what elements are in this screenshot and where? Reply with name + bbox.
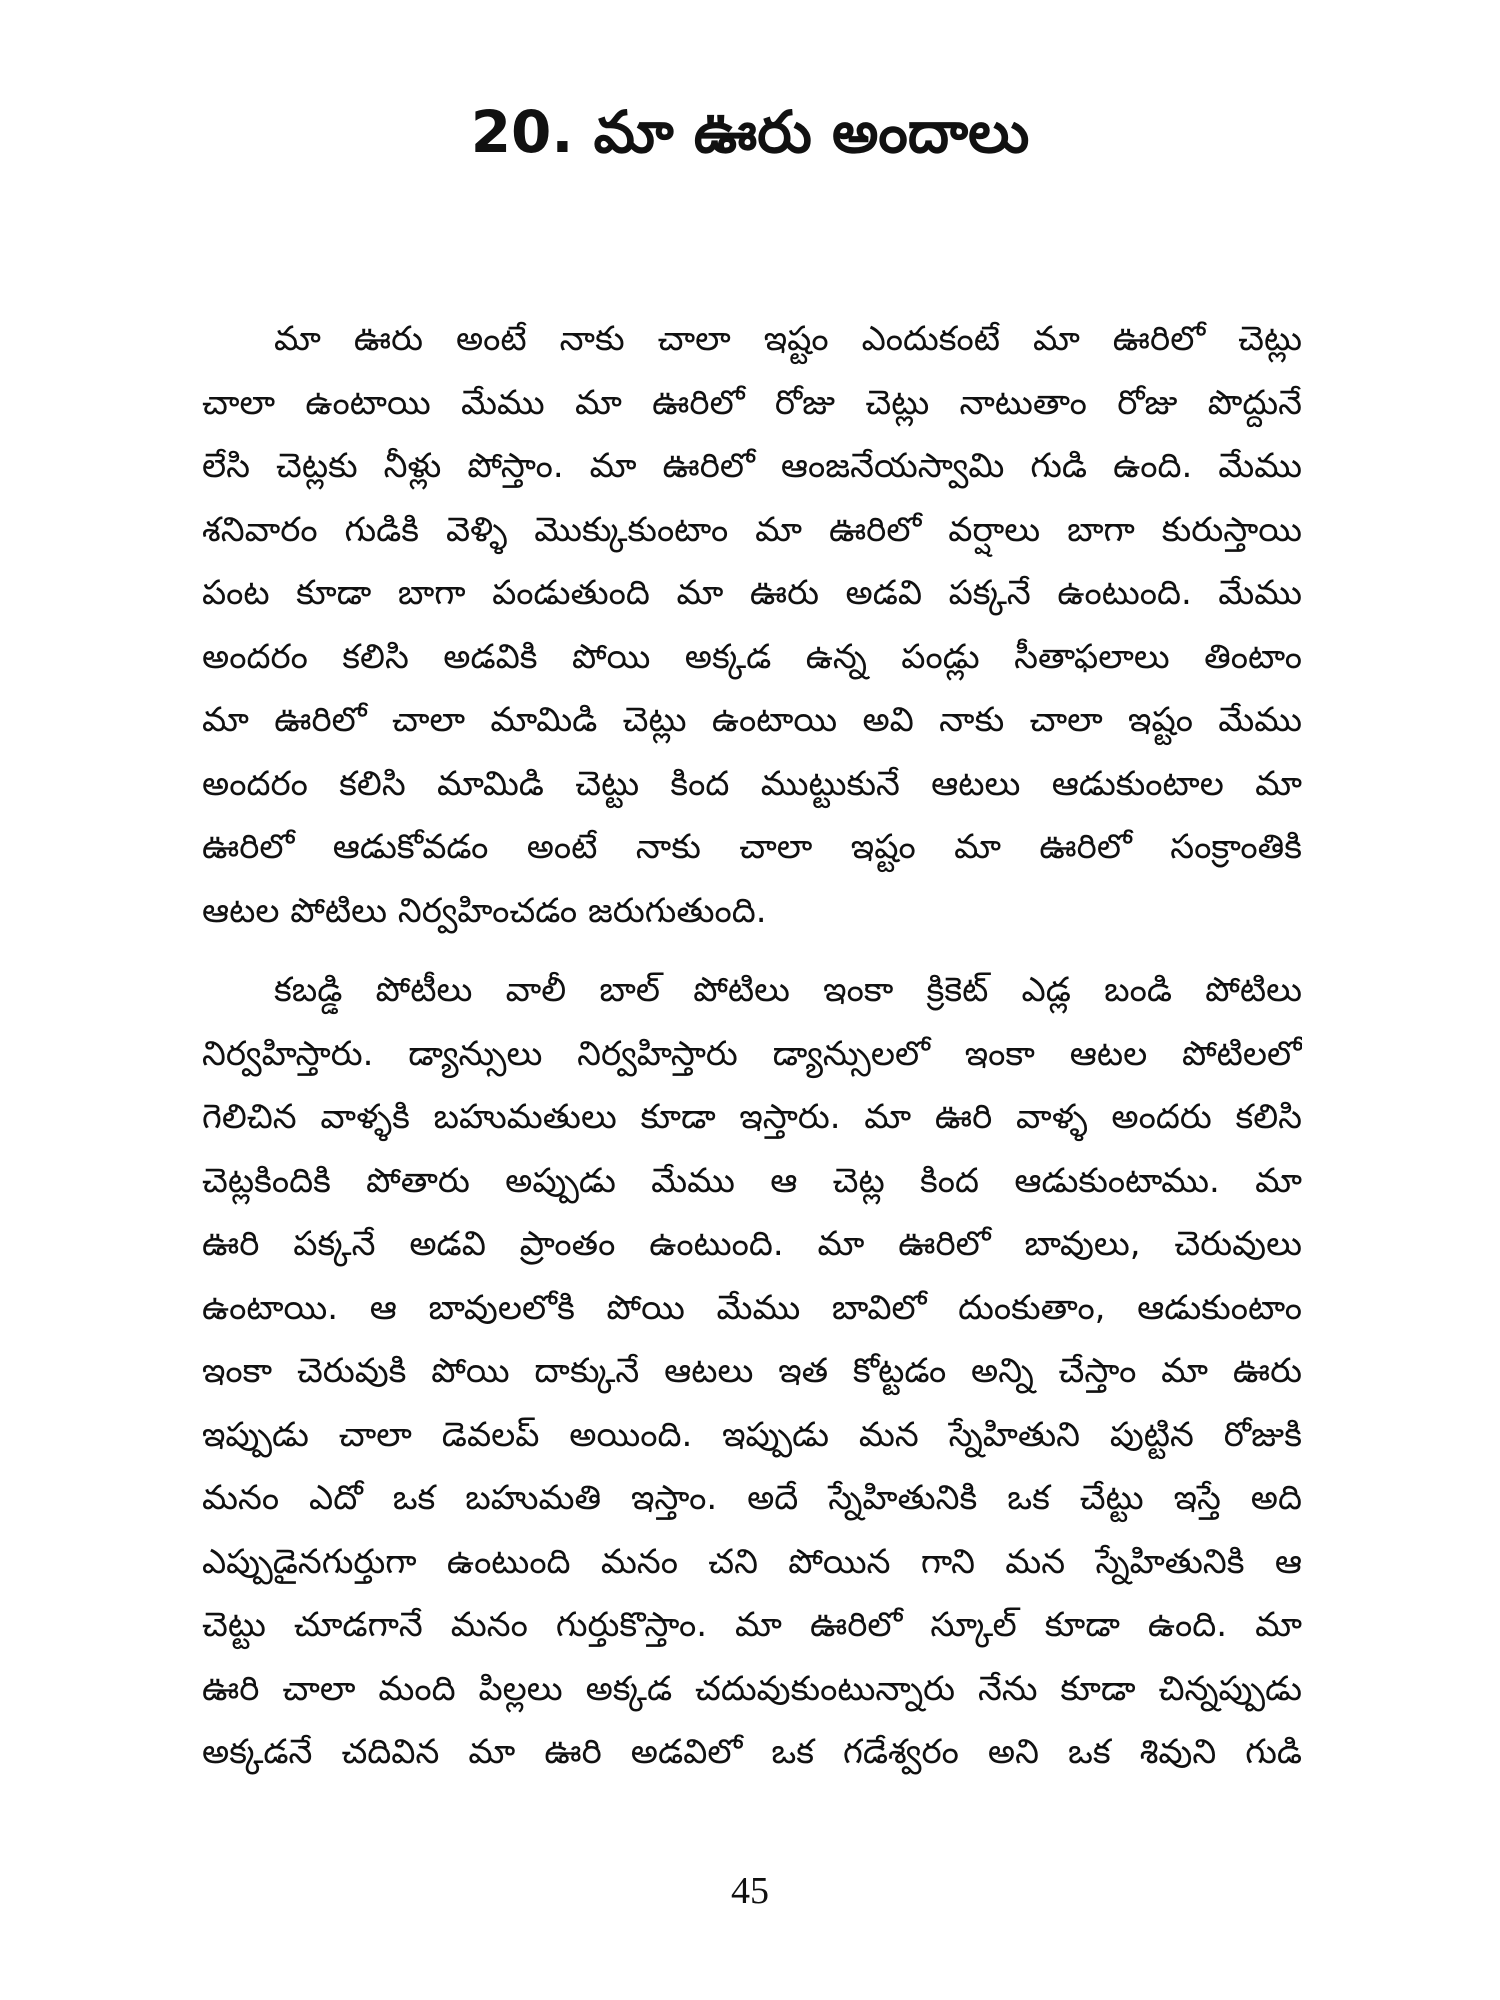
- text-line: పంట కూడా బాగా పండుతుంది మా ఊరు అడవి పక్కనే ఉంటుంది. మేము: [202, 573, 1302, 613]
- text-line: మా ఊరిలో చాలా మామిడి చెట్లు ఉంటాయి అవి నాకు చాలా ఇష్టం మేము: [202, 700, 1302, 740]
- text-line: నిర్వహిస్తారు. డ్యాన్సులు నిర్వహిస్తారు డ్యాన్సులలో ఇంకా ఆటల పోటిలలో: [202, 1033, 1302, 1074]
- text-line: ఊరి చాలా మంది పిల్లలు అక్కడ చదువుకుంటున్నారు నేను కూడా చిన్నప్పుడు: [202, 1668, 1302, 1709]
- text-line: మనం ఎదో ఒక బహుమతి ఇస్తాం. అదే స్నేహితునికి ఒక చేట్టు ఇస్తే అది: [202, 1478, 1302, 1518]
- text-line: చాలా ఉంటాయి మేము మా ఊరిలో రోజు చెట్లు నాటుతాం రోజు పొద్దునే: [202, 382, 1302, 423]
- text-line: చెట్లకిందికి పోతారు అప్పుడు మేము ఆ చెట్ల కింద ఆడుకుంటాము. మా: [202, 1160, 1302, 1201]
- paragraph-2: [202, 959, 1302, 1785]
- paragraph-1: [202, 308, 1302, 943]
- text-line: గెలిచిన వాళ్ళకి బహుమతులు కూడా ఇస్తారు. మా ఊరి వాళ్ళ అందరు కలిసి: [202, 1097, 1302, 1137]
- text-line: మా ఊరు అంటే నాకు చాలా ఇష్టం ఎందుకంటే మా ఊరిలో చెట్లు: [274, 319, 1302, 359]
- page-number: 45: [731, 1870, 769, 1912]
- body-text: [202, 308, 1302, 1785]
- paragraph-spacer: [202, 943, 1302, 959]
- text-line: అందరం కలిసి మామిడి చెట్టు కింద ముట్టుకునే ఆటలు ఆడుకుంటాల మా: [202, 763, 1302, 804]
- text-line: ఆటల పోటిలు నిర్వహించడం జరుగుతుంది.: [202, 890, 767, 931]
- text-line: లేసి చెట్లకు నీళ్లు పోస్తాం. మా ఊరిలో ఆంజనేయస్వామి గుడి ఉంది. మేము: [202, 446, 1302, 486]
- text-line: శనివారం గుడికి వెళ్ళి మొక్కుకుంటాం మా ఊరిలో వర్షాలు బాగా కురుస్తాయి: [202, 509, 1302, 550]
- text-line: ఉంటాయి. ఆ బావులలోకి పోయి మేము బావిలో దుంకుతాం, ఆడుకుంటాం: [202, 1287, 1302, 1328]
- chapter-title: 20. మా ఊరు అందాలు: [470, 98, 1030, 166]
- text-line: ఎప్పుడైనగుర్తుగా ఉంటుంది మనం చని పోయిన గాని మన స్నేహితునికి ఆ: [202, 1541, 1302, 1582]
- text-line: ఊరిలో ఆడుకోవడం అంటే నాకు చాలా ఇష్టం మా ఊరిలో సంక్రాంతికి: [202, 827, 1302, 867]
- text-line: కబడ్డి పోటీలు వాలీ బాల్ పోటిలు ఇంకా క్రికెట్ ఎడ్ల బండి పోటిలు: [274, 970, 1302, 1010]
- text-line: ఇంకా చెరువుకి పోయి దాక్కునే ఆటలు ఇత కోట్టడం అన్ని చేస్తాం మా ఊరు: [202, 1351, 1302, 1391]
- text-line: చెట్టు చూడగానే మనం గుర్తుకొస్తాం. మా ఊరిలో స్కూల్ కూడా ఉంది. మా: [202, 1605, 1302, 1645]
- text-line: అందరం కలిసి అడవికి పోయి అక్కడ ఉన్న పండ్లు సీతాఫలాలు తింటాం: [202, 636, 1302, 677]
- text-line: అక్కడనే చదివిన మా ఊరి అడవిలో ఒక గడేశ్వరం అని ఒక శివుని గుడి: [202, 1732, 1302, 1772]
- text-line: ఇప్పుడు చాలా డెవలప్ అయింది. ఇప్పుడు మన స్నేహితుని పుట్టిన రోజుకి: [202, 1414, 1302, 1455]
- text-line: ఊరి పక్కనే అడవి ప్రాంతం ఉంటుంది. మా ఊరిలో బావులు, చెరువులు: [202, 1224, 1302, 1264]
